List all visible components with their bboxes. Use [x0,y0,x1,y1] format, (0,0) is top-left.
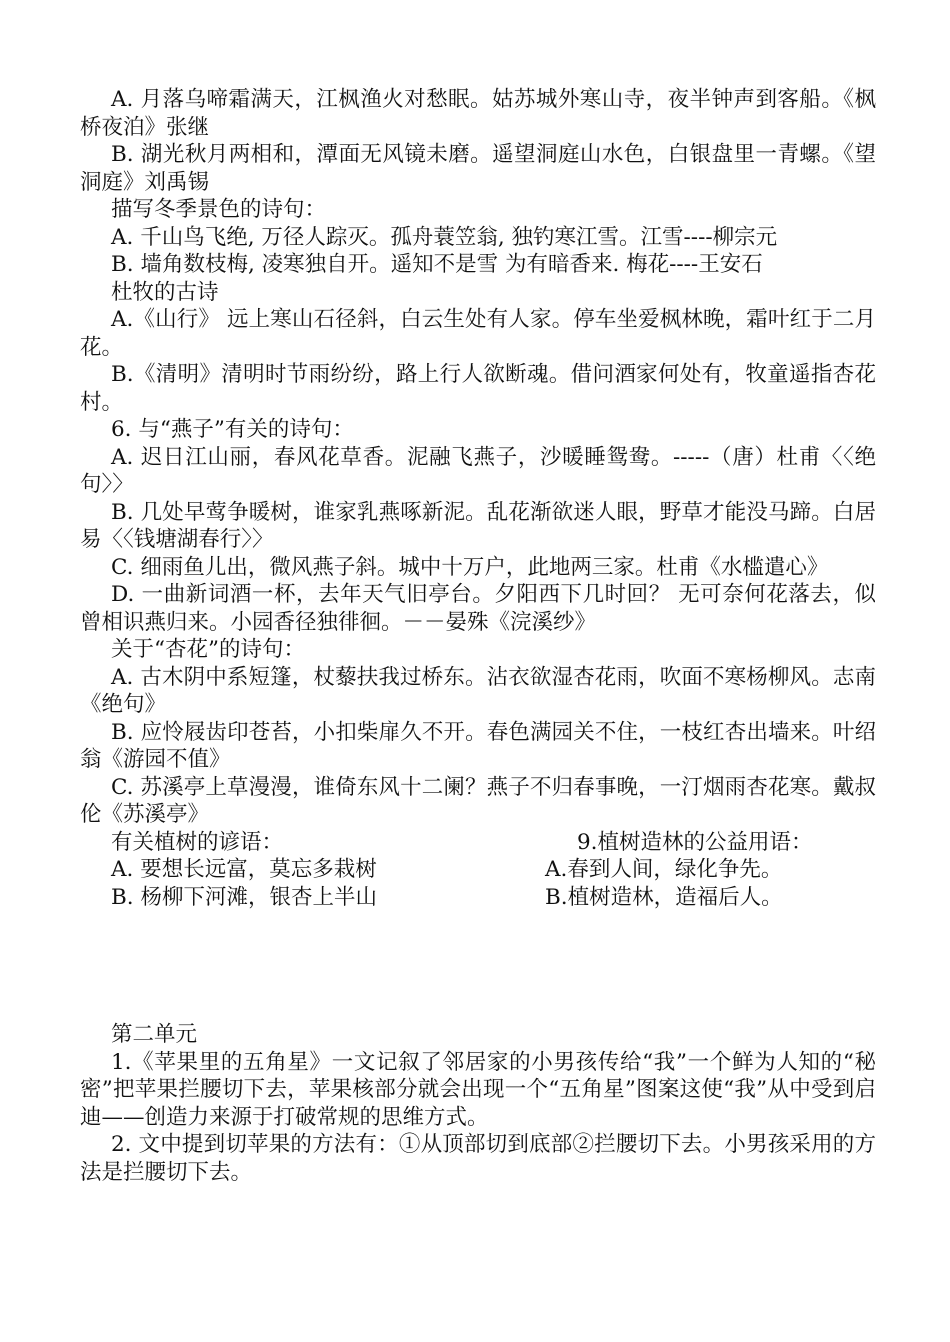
swallow-heading: 6. 与“燕子”有关的诗句： [111,417,354,442]
proverb-b: B. 杨柳下河滩，银杏上半山 [111,884,377,910]
apricot-heading: 关于“杏花”的诗句： [111,637,305,662]
poem-apricot-b: B. 应怜屐齿印苍苔，小扣柴扉久不开。春色满园关不住，一枝红杏出墙来。叶绍翁《游园不值》 [80,719,876,772]
slogan-heading: 9.植树造林的公益用语： [577,829,813,855]
slogan-a: A.春到人间，绿化争先。 [545,857,783,882]
columns-header-row [80,829,876,857]
poem-swallow-a: A. 迟日江山丽，春风花草香。泥融飞燕子，沙暖睡鸳鸯。-----（唐）杜甫〈〈绝句〉〉 [80,444,876,497]
proverb-a: A. 要想长远富，莫忘多栽树 [111,857,377,882]
unit-two-item-1: 1.《苹果里的五角星》一文记叙了邻居家的小男孩传给“我”一个鲜为人知的“秘密”把苹果拦腰切下去，苹果核部分就会出现一个“五角星”图案这使“我”从中受到启迪——创造力来源于打破常规的思维方式。 [80,1049,876,1130]
poem-apricot-c: C. 苏溪亭上草漫漫，谁倚东风十二阑？燕子不归春事晚，一汀烟雨杏花寒。戴叔伦《苏溪亭》 [80,774,876,827]
poem-swallow-d: D. 一曲新词酒一杯，去年天气旧亭台。夕阳西下几时回？ 无可奈何花落去，似曾相识燕归来。小园香径独徘徊。－－晏殊《浣溪纱》 [80,582,876,635]
slogan-b: B.植树造林，造福后人。 [545,884,783,910]
unit-two-item-2: 2. 文中提到切苹果的方法有：①从顶部切到底部②拦腰切下去。小男孩采用的方法是拦腰切下去。 [80,1132,876,1185]
dumu-heading: 杜牧的古诗 [111,279,219,305]
section-gap [80,911,876,1021]
poem-winter-a: A. 千山鸟飞绝, 万径人踪灭。孤舟蓑笠翁, 独钓寒江雪。江雪----柳宗元 [111,224,778,250]
poem-apricot-a: A. 古木阴中系短篷，杖藜扶我过桥东。沾衣欲湿杏花雨，吹面不寒杨柳风。志南《绝句》 [80,664,876,717]
poem-autumn-a: A. 月落乌啼霜满天，江枫渔火对愁眠。姑苏城外寒山寺，夜半钟声到客船。《枫桥夜泊》张继 [80,87,876,140]
unit-two-heading: 第二单元 [111,1022,198,1047]
columns-row-b [80,884,876,912]
document-page [80,86,876,1186]
poem-dumu-b: B.《清明》清明时节雨纷纷，路上行人欲断魂。借问酒家何处有，牧童遥指杏花村。 [80,362,876,415]
poem-dumu-a: A.《山行》 远上寒山石径斜，白云生处有人家。停车坐爱枫林晚，霜叶红于二月花。 [80,307,876,360]
poem-autumn-b: B. 湖光秋月两相和，潭面无风镜未磨。遥望洞庭山水色，白银盘里一青螺。《望洞庭》刘禹锡 [80,142,876,195]
winter-heading: 描写冬季景色的诗句： [111,197,327,222]
columns-row-a [80,856,876,884]
poem-swallow-b: B. 几处早莺争暖树，谁家乳燕啄新泥。乱花渐欲迷人眼，野草才能没马蹄。白居易〈〈钱塘湖春行〉〉 [80,499,876,552]
poem-winter-b: B. 墙角数枝梅, 凌寒独自开。遥知不是雪 为有暗香来. 梅花----王安石 [111,252,763,277]
proverb-heading: 有关植树的谚语： [111,829,284,855]
poem-swallow-c: C. 细雨鱼儿出，微风燕子斜。城中十万户，此地两三家。杜甫《水槛遣心》 [111,554,829,580]
